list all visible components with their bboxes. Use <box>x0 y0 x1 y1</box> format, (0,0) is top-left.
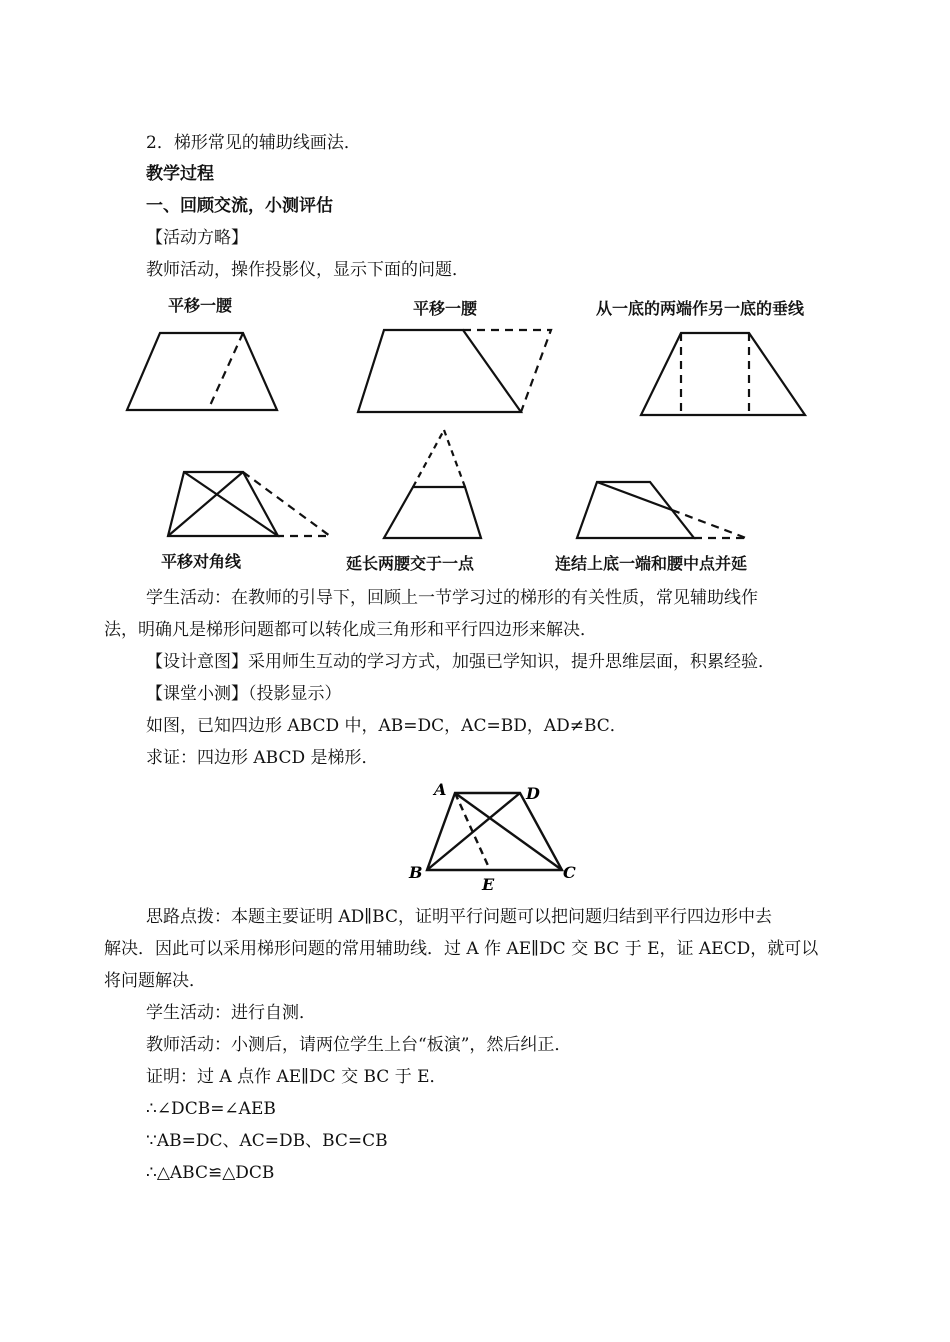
figure-1-label: 平移一腰 <box>168 296 233 315</box>
teacher-after-test: 教师活动：小测后，请两位学生上台“板演”，然后纠正． <box>146 1035 572 1055</box>
point-label-e: E <box>482 875 495 894</box>
diagonal-bd <box>427 793 520 870</box>
design-intent-text: 【设计意图】采用师生互动的学习方式，加强已学知识，提升思维层面，积累经验． <box>146 652 775 672</box>
heading-teaching-process: 教学过程 <box>146 164 214 184</box>
proof-line-4: ∴△ABC≌△DCB <box>146 1163 275 1183</box>
proof-line-2: ∴∠DCB=∠AEB <box>146 1099 276 1119</box>
hint-line-1: 思路点拨：本题主要证明 AD∥BC，证明平行问题可以把问题归结到平行四边形中去 <box>146 907 772 927</box>
activity-strategy-label: 【活动方略】 <box>146 228 248 248</box>
student-activity-line-2: 法，明确凡是梯形问题都可以转化成三角形和平行四边形来解决． <box>104 620 597 640</box>
figure-6-label: 连结上底一端和腰中点并延 <box>555 554 748 573</box>
trapezoid-1 <box>127 333 277 410</box>
trapezoid-abcd <box>427 793 562 870</box>
point-label-a: A <box>434 780 447 799</box>
point-label-c: C <box>563 863 576 882</box>
student-self-test: 学生活动：进行自测． <box>146 1003 316 1023</box>
section-item-2: 2．梯形常见的辅助线画法． <box>146 133 361 153</box>
problem-statement: 如图，已知四边形 ABCD 中，AB=DC，AC=BD，AD≠BC． <box>146 716 627 736</box>
figure-3-label: 从一底的两端作另一底的垂线 <box>596 299 805 318</box>
hint-line-3: 将问题解决． <box>104 971 206 991</box>
class-quiz-label: 【课堂小测】（投影显示） <box>146 684 342 704</box>
hint-line-2: 解决．因此可以采用梯形问题的常用辅助线．过 A 作 AE∥DC 交 BC 于 E，证 AECD，就可以 <box>104 939 819 959</box>
trapezoid-6 <box>577 482 746 538</box>
point-label-b: B <box>409 863 423 882</box>
trapezoid-3 <box>641 333 805 415</box>
figure-2-label: 平移一腰 <box>413 299 478 318</box>
diagonal-ac <box>455 793 562 870</box>
trapezoid-2 <box>358 330 551 412</box>
teacher-activity-text: 教师活动，操作投影仪，显示下面的问题． <box>146 260 469 280</box>
figure-5-label: 延长两腰交于一点 <box>346 554 475 573</box>
heading-review: 一、回顾交流，小测评估 <box>146 196 333 216</box>
trapezoid-5 <box>384 430 481 538</box>
figure-4-label: 平移对角线 <box>161 552 242 571</box>
proof-line-1: 证明：过 A 点作 AE∥DC 交 BC 于 E． <box>146 1067 447 1087</box>
auxiliary-line-ae <box>455 793 490 870</box>
trapezoid-4 <box>168 472 330 536</box>
proof-line-3: ∵AB=DC、AC=DB、BC=CB <box>146 1131 388 1151</box>
point-label-d: D <box>526 784 540 803</box>
problem-prove: 求证：四边形 ABCD 是梯形． <box>146 748 379 768</box>
student-activity-line-1: 学生活动：在教师的引导下，回顾上一节学习过的梯形的有关性质，常见辅助线作 <box>146 588 758 608</box>
